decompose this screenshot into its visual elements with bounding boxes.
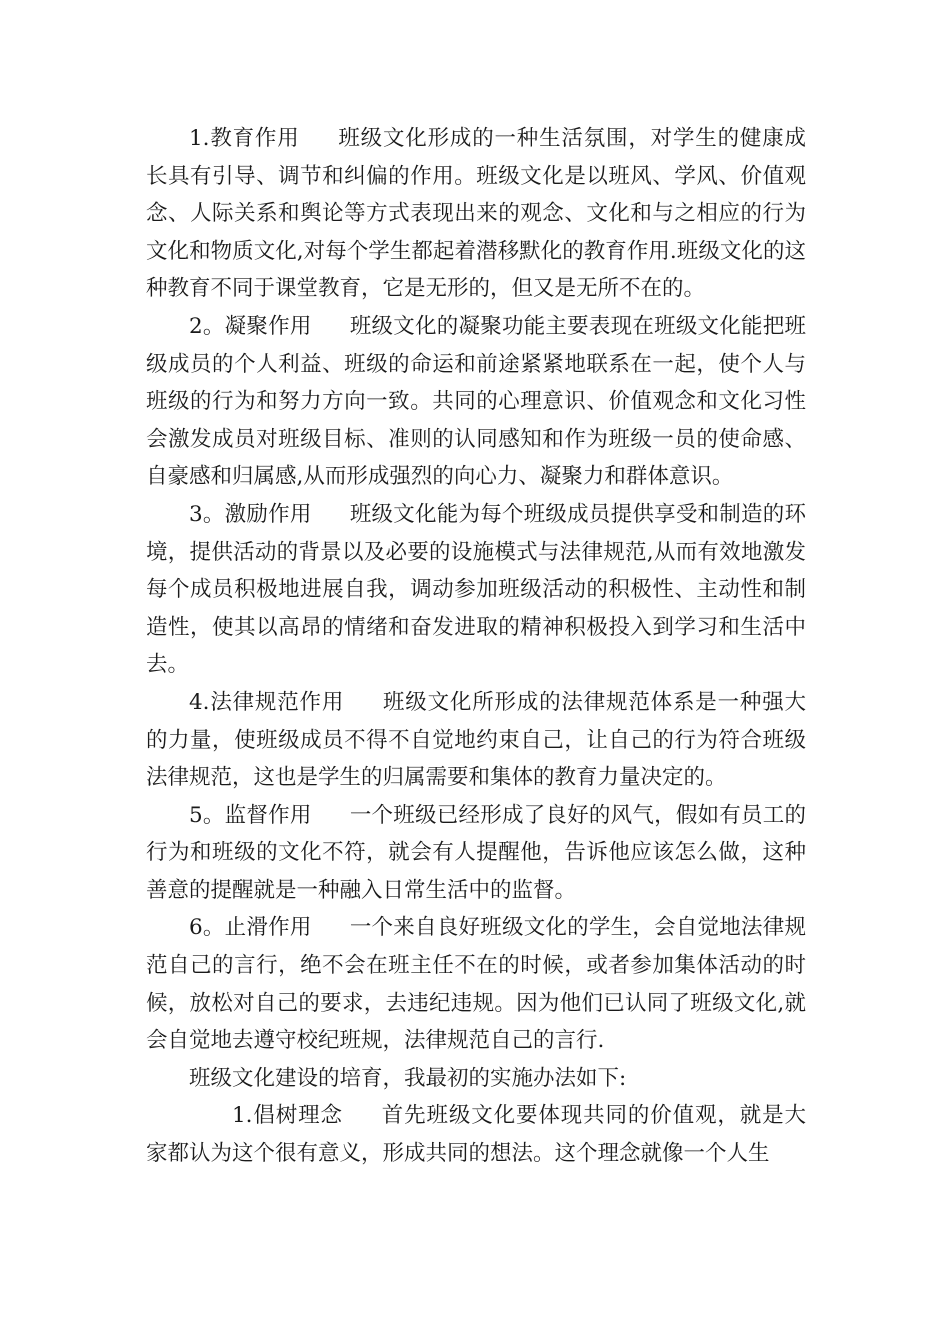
document-body — [146, 120, 806, 1173]
paragraph-norm-role — [146, 684, 806, 797]
paragraph-cohesion-role — [146, 308, 806, 496]
paragraph-text: 首先班级文化要体现共同的价值观，就是大家都认为这个很有意义，形成共同的想法。这个理念就像一个人生 — [146, 1103, 806, 1167]
paragraph-heading: 5。监督作用 — [189, 802, 312, 828]
paragraph-heading: 1.教育作用 — [189, 126, 300, 151]
paragraph-anti-slip-role — [146, 909, 806, 1059]
paragraph-education-role — [146, 120, 806, 308]
paragraph-text: 班级文化能为每个班级成员提供享受和制造的环境，提供活动的背景以及必要的设施模式与法律规范,从而有效地激发每个成员积极地进展自我，调动参加班级活动的积极性、主动性和制造性，使其以高昂的情绪和奋发进取的精神积极投入到学习和生活中去。 — [146, 501, 806, 678]
paragraph-motivation-role — [146, 496, 806, 684]
paragraph-establish-philosophy — [146, 1097, 806, 1172]
paragraph-supervision-role — [146, 797, 806, 910]
paragraph-text: 班级文化建设的培育，我最初的实施办法如下: — [189, 1065, 627, 1091]
paragraph-implementation-intro — [146, 1060, 806, 1098]
paragraph-heading: 1.倡树理念 — [232, 1103, 343, 1129]
paragraph-heading: 2。凝聚作用 — [189, 313, 312, 339]
paragraph-heading: 3。激励作用 — [189, 501, 312, 527]
paragraph-heading: 6。止滑作用 — [189, 915, 312, 941]
paragraph-text: 一个班级已经形成了良好的风气，假如有员工的行为和班级的文化不符，就会有人提醒他，告诉他应该怎么做，这种善意的提醒就是一种融入日常生活中的监督。 — [146, 802, 806, 903]
paragraph-text: 班级文化形成的一种生活氛围，对学生的健康成长具有引导、调节和纠偏的作用。班级文化是以班风、学风、价值观念、人际关系和舆论等方式表现出来的观念、文化和与之相应的行为文化和物质文化,对每个学生都起着潜移默化的教育作用.班级文化的这种教育不同于课堂教育，它是无形的，但又是无所不在的。 — [146, 126, 806, 302]
paragraph-text: 班级文化所形成的法律规范体系是一种强大的力量，使班级成员不得不自觉地约束自己，让自己的行为符合班级法律规范，这也是学生的归属需要和集体的教育力量决定的。 — [146, 689, 806, 791]
paragraph-text: 一个来自良好班级文化的学生，会自觉地法律规范自己的言行，绝不会在班主任不在的时候，或者参加集体活动的时候，放松对自己的要求，去违纪违规。因为他们已认同了班级文化,就会自觉地去遵守校纪班规，法律规范自己的言行. — [146, 915, 806, 1054]
paragraph-text: 班级文化的凝聚功能主要表现在班级文化能把班级成员的个人利益、班级的命运和前途紧紧地联系在一起，使个人与班级的行为和努力方向一致。共同的心理意识、价值观念和文化习性会激发成员对班级目标、准则的认同感知和作为班级一员的使命感、自豪感和归属感,从而形成强烈的向心力、凝聚力和群体意识。 — [146, 313, 806, 490]
paragraph-heading: 4.法律规范作用 — [189, 689, 345, 715]
